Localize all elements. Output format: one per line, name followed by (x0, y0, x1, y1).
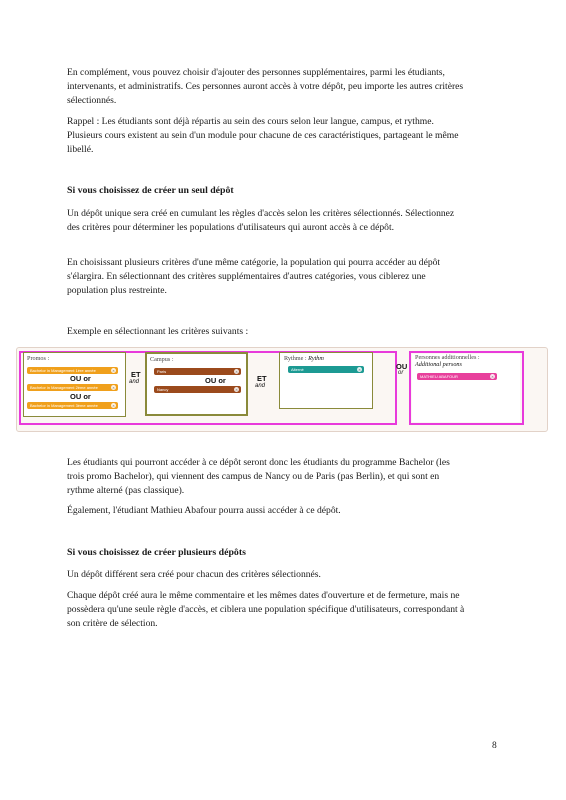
campus-box (145, 352, 248, 416)
rythme-handwritten: Rythm (308, 355, 324, 362)
multiple-deposits-heading: Si vous choisissez de créer plusieurs dépôts (67, 547, 246, 558)
and-operator-sub: and (129, 379, 140, 385)
close-icon[interactable]: × (491, 374, 494, 379)
result-paragraph-2: Également, l'étudiant Mathieu Abafour pourra aussi accéder à ce dépôt. (67, 505, 341, 516)
extra-person-chip[interactable]: MATHIEU ABAFOUR × (417, 373, 497, 380)
intro-paragraph-1: En complément, vous pouvez choisir d'ajouter des personnes supplémentaires, parmi les étudiants, intervenants, et administratifs. Ces personnes auront accès à votre dépôt, peu importe les autres critères sélectionnés. (67, 67, 464, 106)
intro-paragraph-2: Rappel : Les étudiants sont déjà répartis au sein des cours selon leur langue, campus, et rythme. Plusieurs cours existent au sein d'un module pour chacune de ces caractéristiques, partageant le même libellé. (67, 116, 459, 155)
promos-title: Promos : (27, 355, 50, 362)
or-operator: OU or (70, 374, 91, 383)
close-icon[interactable]: × (358, 367, 361, 372)
rythme-chip[interactable]: Alterné × (288, 366, 364, 373)
rythme-title: Rythme : Rythm (284, 355, 324, 362)
campus-chip[interactable]: Nancy × (154, 386, 241, 393)
multiple-deposits-paragraph-2: Chaque dépôt créé aura le même commentaire et les mêmes dates d'ouverture et de fermeture, mais ne possèdera qu'une seule règle d'accès, et ciblera une population spécifique d'utilisateurs, correspondant à son critère de sélection. (67, 590, 465, 629)
example-caption: Exemple en sélectionnant les critères suivants : (67, 326, 249, 337)
multiple-deposits-paragraph-1: Un dépôt différent sera créé pour chacun des critères sélectionnés. (67, 569, 321, 580)
close-icon[interactable]: × (112, 368, 115, 373)
promos-box (23, 352, 126, 417)
single-deposit-paragraph-2: En choisissant plusieurs critères d'une même catégorie, la population qui pourra accéder au dépôt s'élargira. En sélectionnant des critères supplémentaires d'autres catégories, vous ciblerez une population plus restreinte. (67, 257, 441, 296)
extra-persons-title: Personnes additionnelles : Additional persons (415, 354, 480, 368)
rythme-box (279, 352, 373, 409)
close-icon[interactable]: × (112, 403, 115, 408)
and-operator-sub: and (255, 383, 266, 389)
close-icon[interactable]: × (112, 385, 115, 390)
campus-title: Campus : (150, 356, 174, 363)
result-paragraph-1: Les étudiants qui pourront accéder à ce dépôt seront donc les étudiants du programme Bachelor (les trois promo Bachelor), qui viennent des campus de Nancy ou de Paris (pas Berlin), et qui sont en rythme alterné (pas classique). (67, 457, 450, 496)
promo-chip[interactable]: Bachelor in Management 2ème année × (27, 384, 118, 391)
criteria-example-figure (16, 347, 548, 432)
close-icon[interactable]: × (235, 387, 238, 392)
extra-persons-box (412, 354, 520, 422)
single-deposit-paragraph-1: Un dépôt unique sera créé en cumulant les règles d'accès selon les critères sélectionnés. Sélectionnez des critères pour déterminer les populations d'utilisateurs qui auront accès à ce dépôt. (67, 208, 455, 233)
extra-persons-handwritten: Additional persons (415, 360, 462, 368)
or-operator: OU (396, 362, 408, 371)
or-operator: OU or (205, 376, 226, 385)
or-operator-sub: or (398, 370, 404, 376)
and-operator: ET (257, 374, 267, 383)
and-operator: ET (131, 370, 141, 379)
page-number: 8 (492, 741, 497, 751)
close-icon[interactable]: × (235, 369, 238, 374)
promo-chip[interactable]: Bachelor in Management 3ème année × (27, 402, 118, 409)
single-deposit-heading: Si vous choisissez de créer un seul dépôt (67, 185, 234, 196)
promo-chip[interactable]: Bachelor in Management 1ère année × (27, 367, 118, 374)
campus-chip[interactable]: Paris × (154, 368, 241, 375)
or-operator: OU or (70, 392, 91, 401)
